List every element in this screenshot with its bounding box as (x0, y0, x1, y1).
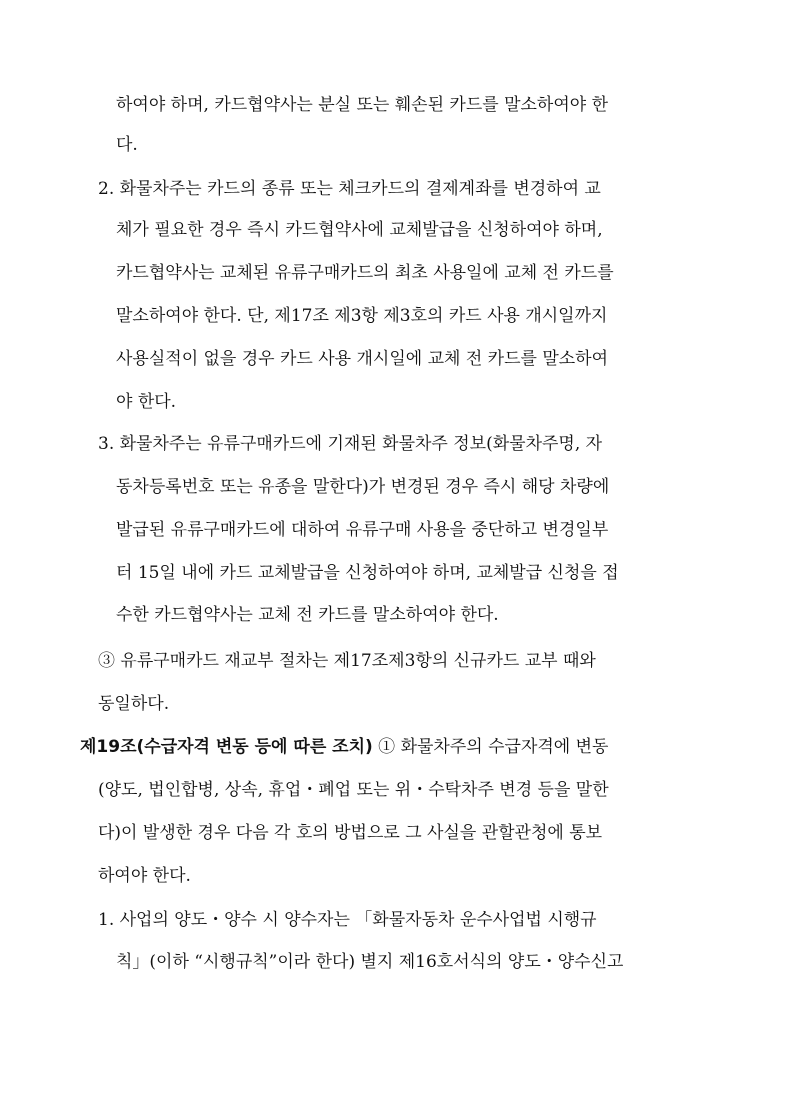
article-text: ① 화물차주의 수급자격에 변동 (372, 737, 609, 757)
paragraph-3-line: ③ 유류구매카드 재교부 절차는 제17조제3항의 신규카드 교부 때와 (98, 651, 596, 671)
text-line: 야 한다. (116, 392, 177, 412)
text-line: 하여야 한다. (98, 866, 191, 886)
text-line: 다)이 발생한 경우 다음 각 호의 방법으로 그 사실을 관할관청에 통보 (98, 823, 603, 843)
text-line: 하여야 하며, 카드협약사는 분실 또는 훼손된 카드를 말소하여야 한 (116, 95, 609, 115)
text-line: 수한 카드협약사는 교체 전 카드를 말소하여야 한다. (116, 605, 499, 625)
text-line: 사용실적이 없을 경우 카드 사용 개시일에 교체 전 카드를 말소하여 (116, 349, 609, 369)
text-line: (양도, 법인합병, 상속, 휴업・폐업 또는 위・수탁차주 변경 등을 말한 (98, 780, 609, 800)
text-line: 칙」(이하 “시행규칙”이라 한다) 별지 제16호서식의 양도・양수신고 (116, 952, 624, 972)
text-line: 터 15일 내에 카드 교체발급을 신청하여야 하며, 교체발급 신청을 접 (116, 563, 619, 583)
text-line: 다. (116, 135, 138, 155)
text-line: 발급된 유류구매카드에 대하여 유류구매 사용을 중단하고 변경일부 (116, 520, 609, 540)
text-line: 동차등록번호 또는 유종을 말한다)가 변경된 경우 즉시 해당 차량에 (116, 477, 610, 497)
text-line: 말소하여야 한다. 단, 제17조 제3항 제3호의 카드 사용 개시일까지 (116, 306, 608, 326)
article-heading: 제19조(수급자격 변동 등에 따른 조치) (80, 737, 373, 757)
article-19-first-line (80, 736, 608, 758)
text-line: 동일하다. (98, 694, 170, 714)
list-item-2-line: 2. 화물차주는 카드의 종류 또는 체크카드의 결제계좌를 변경하여 교 (98, 179, 601, 199)
text-line: 카드협약사는 교체된 유류구매카드의 최초 사용일에 교체 전 카드를 (116, 263, 614, 283)
text-line: 체가 필요한 경우 즉시 카드협약사에 교체발급을 신청하여야 하며, (116, 220, 603, 240)
list-item-1-line: 1. 사업의 양도・양수 시 양수자는 「화물자동차 운수사업법 시행규 (98, 910, 597, 930)
list-item-3-line: 3. 화물차주는 유류구매카드에 기재된 화물차주 정보(화물차주명, 자 (98, 434, 603, 454)
